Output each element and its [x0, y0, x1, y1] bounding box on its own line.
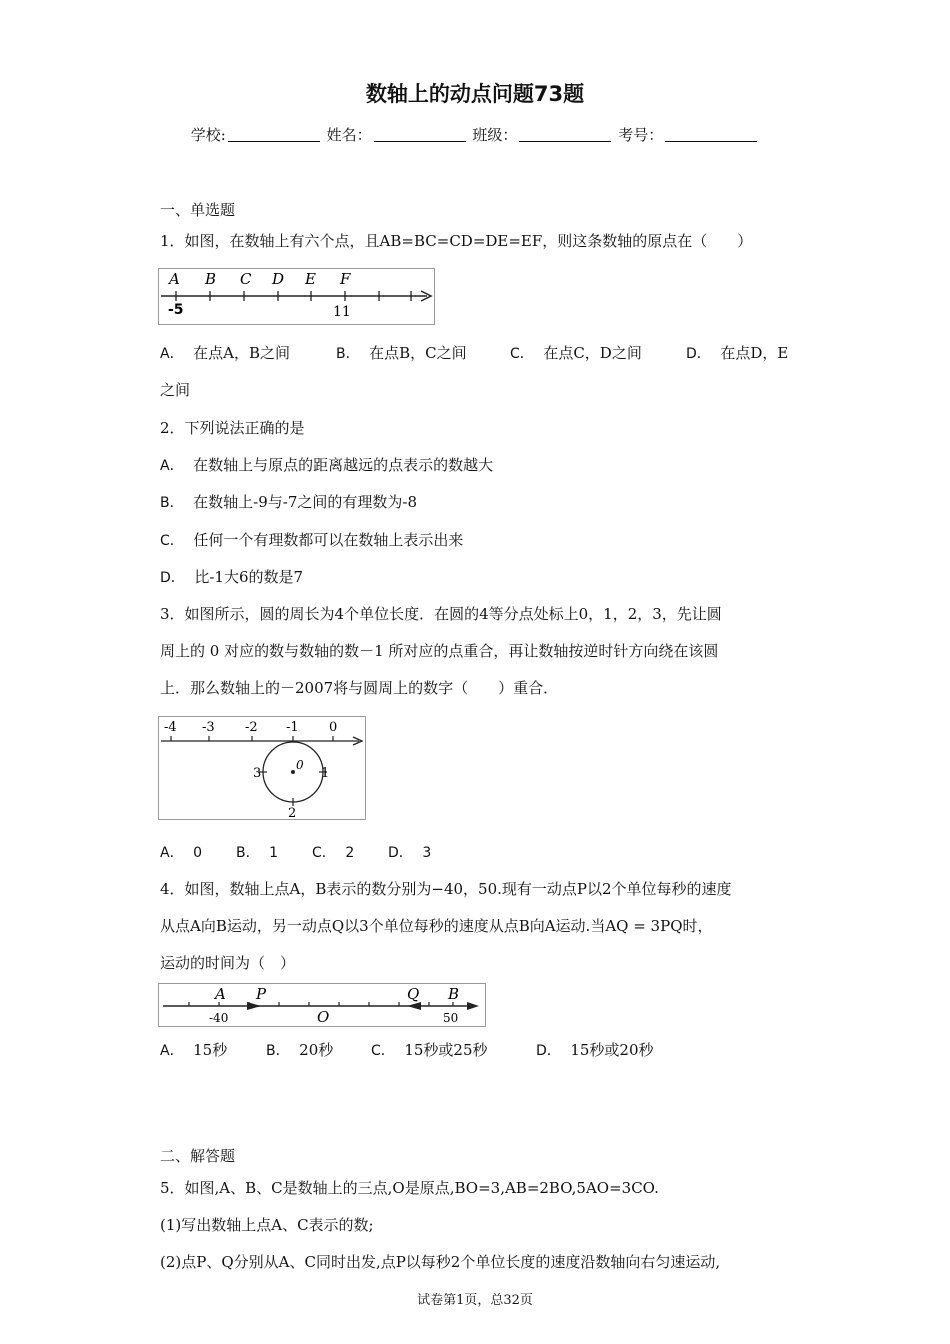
q1-value-left: -5	[168, 302, 184, 318]
q4-option-d[interactable]: D． 15秒或20秒	[536, 1041, 654, 1059]
q4-option-b[interactable]: B． 20秒	[266, 1041, 334, 1059]
q2-option-c[interactable]: C． 任何一个有理数都可以在数轴上表示出来	[160, 531, 464, 549]
q4-label-q: Q	[407, 985, 420, 1003]
q4-option-c[interactable]: C． 15秒或25秒	[371, 1041, 488, 1059]
school-blank	[228, 127, 320, 142]
school-label: 学校:	[190, 126, 226, 144]
q4-label-a: A	[215, 985, 226, 1003]
q4-point-q-arrow	[407, 1002, 421, 1010]
section-heading-single-choice: 一、单选题	[160, 201, 236, 219]
q3-circle-label-3: 3	[253, 766, 262, 781]
q3-option-d[interactable]: D． 3	[388, 845, 432, 861]
q2-option-d[interactable]: D． 比-1大6的数是7	[160, 568, 304, 586]
q3-option-b[interactable]: B． 1	[236, 845, 279, 861]
q2-stem: 2．下列说法正确的是	[160, 419, 305, 437]
q2-option-a[interactable]: A． 在数轴上与原点的距离越远的点表示的数越大	[160, 456, 494, 474]
q3-circle-center	[291, 770, 295, 774]
q1-label-d: D	[272, 270, 285, 288]
q1-label-c: C	[240, 270, 252, 288]
q3-axis-label-neg4: -4	[164, 720, 177, 735]
q3-stem-line3: 上．那么数轴上的－2007将与圆周上的数字（ ）重合．	[160, 679, 559, 697]
q4-label-o: O	[317, 1008, 330, 1026]
q1-number-line-figure	[158, 268, 435, 325]
q1-stem: 1．如图，在数轴上有六个点，且AB=BC=CD=DE=EF，则这条数轴的原点在（ ）	[160, 232, 753, 250]
name-label: 姓名：	[326, 126, 372, 144]
q3-stem-line1: 3．如图所示，圆的周长为4个单位长度．在圆的4等分点处标上0，1，2，3，先让圆	[160, 605, 722, 623]
q4-label-b: B	[448, 985, 460, 1003]
page-footer: 试卷第1页，总32页	[417, 1293, 533, 1308]
q4-axis-arrow	[467, 1002, 479, 1010]
q3-axis-label-neg3: -3	[202, 720, 215, 735]
q5-part2: (2)点P、Q分别从A、C同时出发,点P以每秒2个单位长度的速度沿数轴向右匀速运动,	[160, 1253, 721, 1271]
q4-stem-line3: 运动的时间为（ ）	[160, 954, 296, 972]
q1-option-d[interactable]: D． 在点D，E	[686, 344, 789, 362]
q4-label-p: P	[256, 985, 267, 1003]
q1-option-c[interactable]: C． 在点C，D之间	[510, 344, 642, 362]
q1-label-f: F	[340, 270, 351, 288]
q1-label-e: E	[305, 270, 316, 288]
section-heading-solution: 二、解答题	[160, 1147, 236, 1165]
name-blank	[374, 127, 466, 142]
q5-part1: (1)写出数轴上点A、C表示的数;	[160, 1216, 374, 1234]
q3-circle-figure	[158, 716, 366, 820]
q3-option-c[interactable]: C． 2	[312, 845, 355, 861]
q1-label-b: B	[205, 270, 217, 288]
q3-circle-label-2: 2	[288, 806, 297, 819]
q1-option-a[interactable]: A． 在点A，B之间	[160, 344, 290, 362]
q3-axis-label-neg1: -1	[286, 720, 299, 735]
q3-axis-label-0: 0	[329, 720, 338, 735]
q4-point-p-arrow	[247, 1002, 261, 1010]
q4-value-a: -40	[209, 1011, 229, 1025]
q1-value-right: 11	[333, 304, 351, 320]
class-label: 班级：	[472, 126, 518, 144]
q3-circle-label-0: 0	[296, 758, 304, 772]
q4-stem-line2: 从点A向B运动，另一动点Q以3个单位每秒的速度从点B向A运动.当AQ = 3PQ时，	[160, 917, 713, 935]
q3-axis-label-neg2: -2	[245, 720, 258, 735]
q1-option-d-wrap: 之间	[160, 381, 191, 399]
q3-circle-label-1: 1	[321, 766, 330, 781]
class-blank	[519, 127, 611, 142]
q5-stem: 5．如图,A、B、C是数轴上的三点,O是原点,BO=3,AB=2BO,5AO=3CO.	[160, 1179, 659, 1197]
q1-label-a: A	[169, 270, 180, 288]
exam-number-blank	[665, 127, 757, 142]
q3-option-a[interactable]: A． 0	[160, 845, 203, 861]
exam-number-label: 考号：	[618, 126, 664, 144]
q1-option-b[interactable]: B． 在点B，C之间	[336, 344, 467, 362]
q3-stem-line2: 周上的 0 对应的数与数轴的数－1 所对应的点重合，再让数轴按逆时针方向绕在该圆	[160, 642, 719, 660]
q3-ticks	[171, 736, 333, 741]
page-title: 数轴上的动点问题73题	[365, 82, 585, 106]
q4-stem-line1: 4．如图，数轴上点A，B表示的数分别为−40，50.现有一动点P以2个单位每秒的速度	[160, 880, 732, 898]
q2-option-b[interactable]: B． 在数轴上-9与-7之间的有理数为-8	[160, 493, 417, 511]
q4-value-b: 50	[443, 1011, 459, 1025]
q4-number-line-figure	[158, 983, 486, 1027]
student-info-line	[0, 124, 950, 145]
q4-option-a[interactable]: A． 15秒	[160, 1041, 228, 1059]
